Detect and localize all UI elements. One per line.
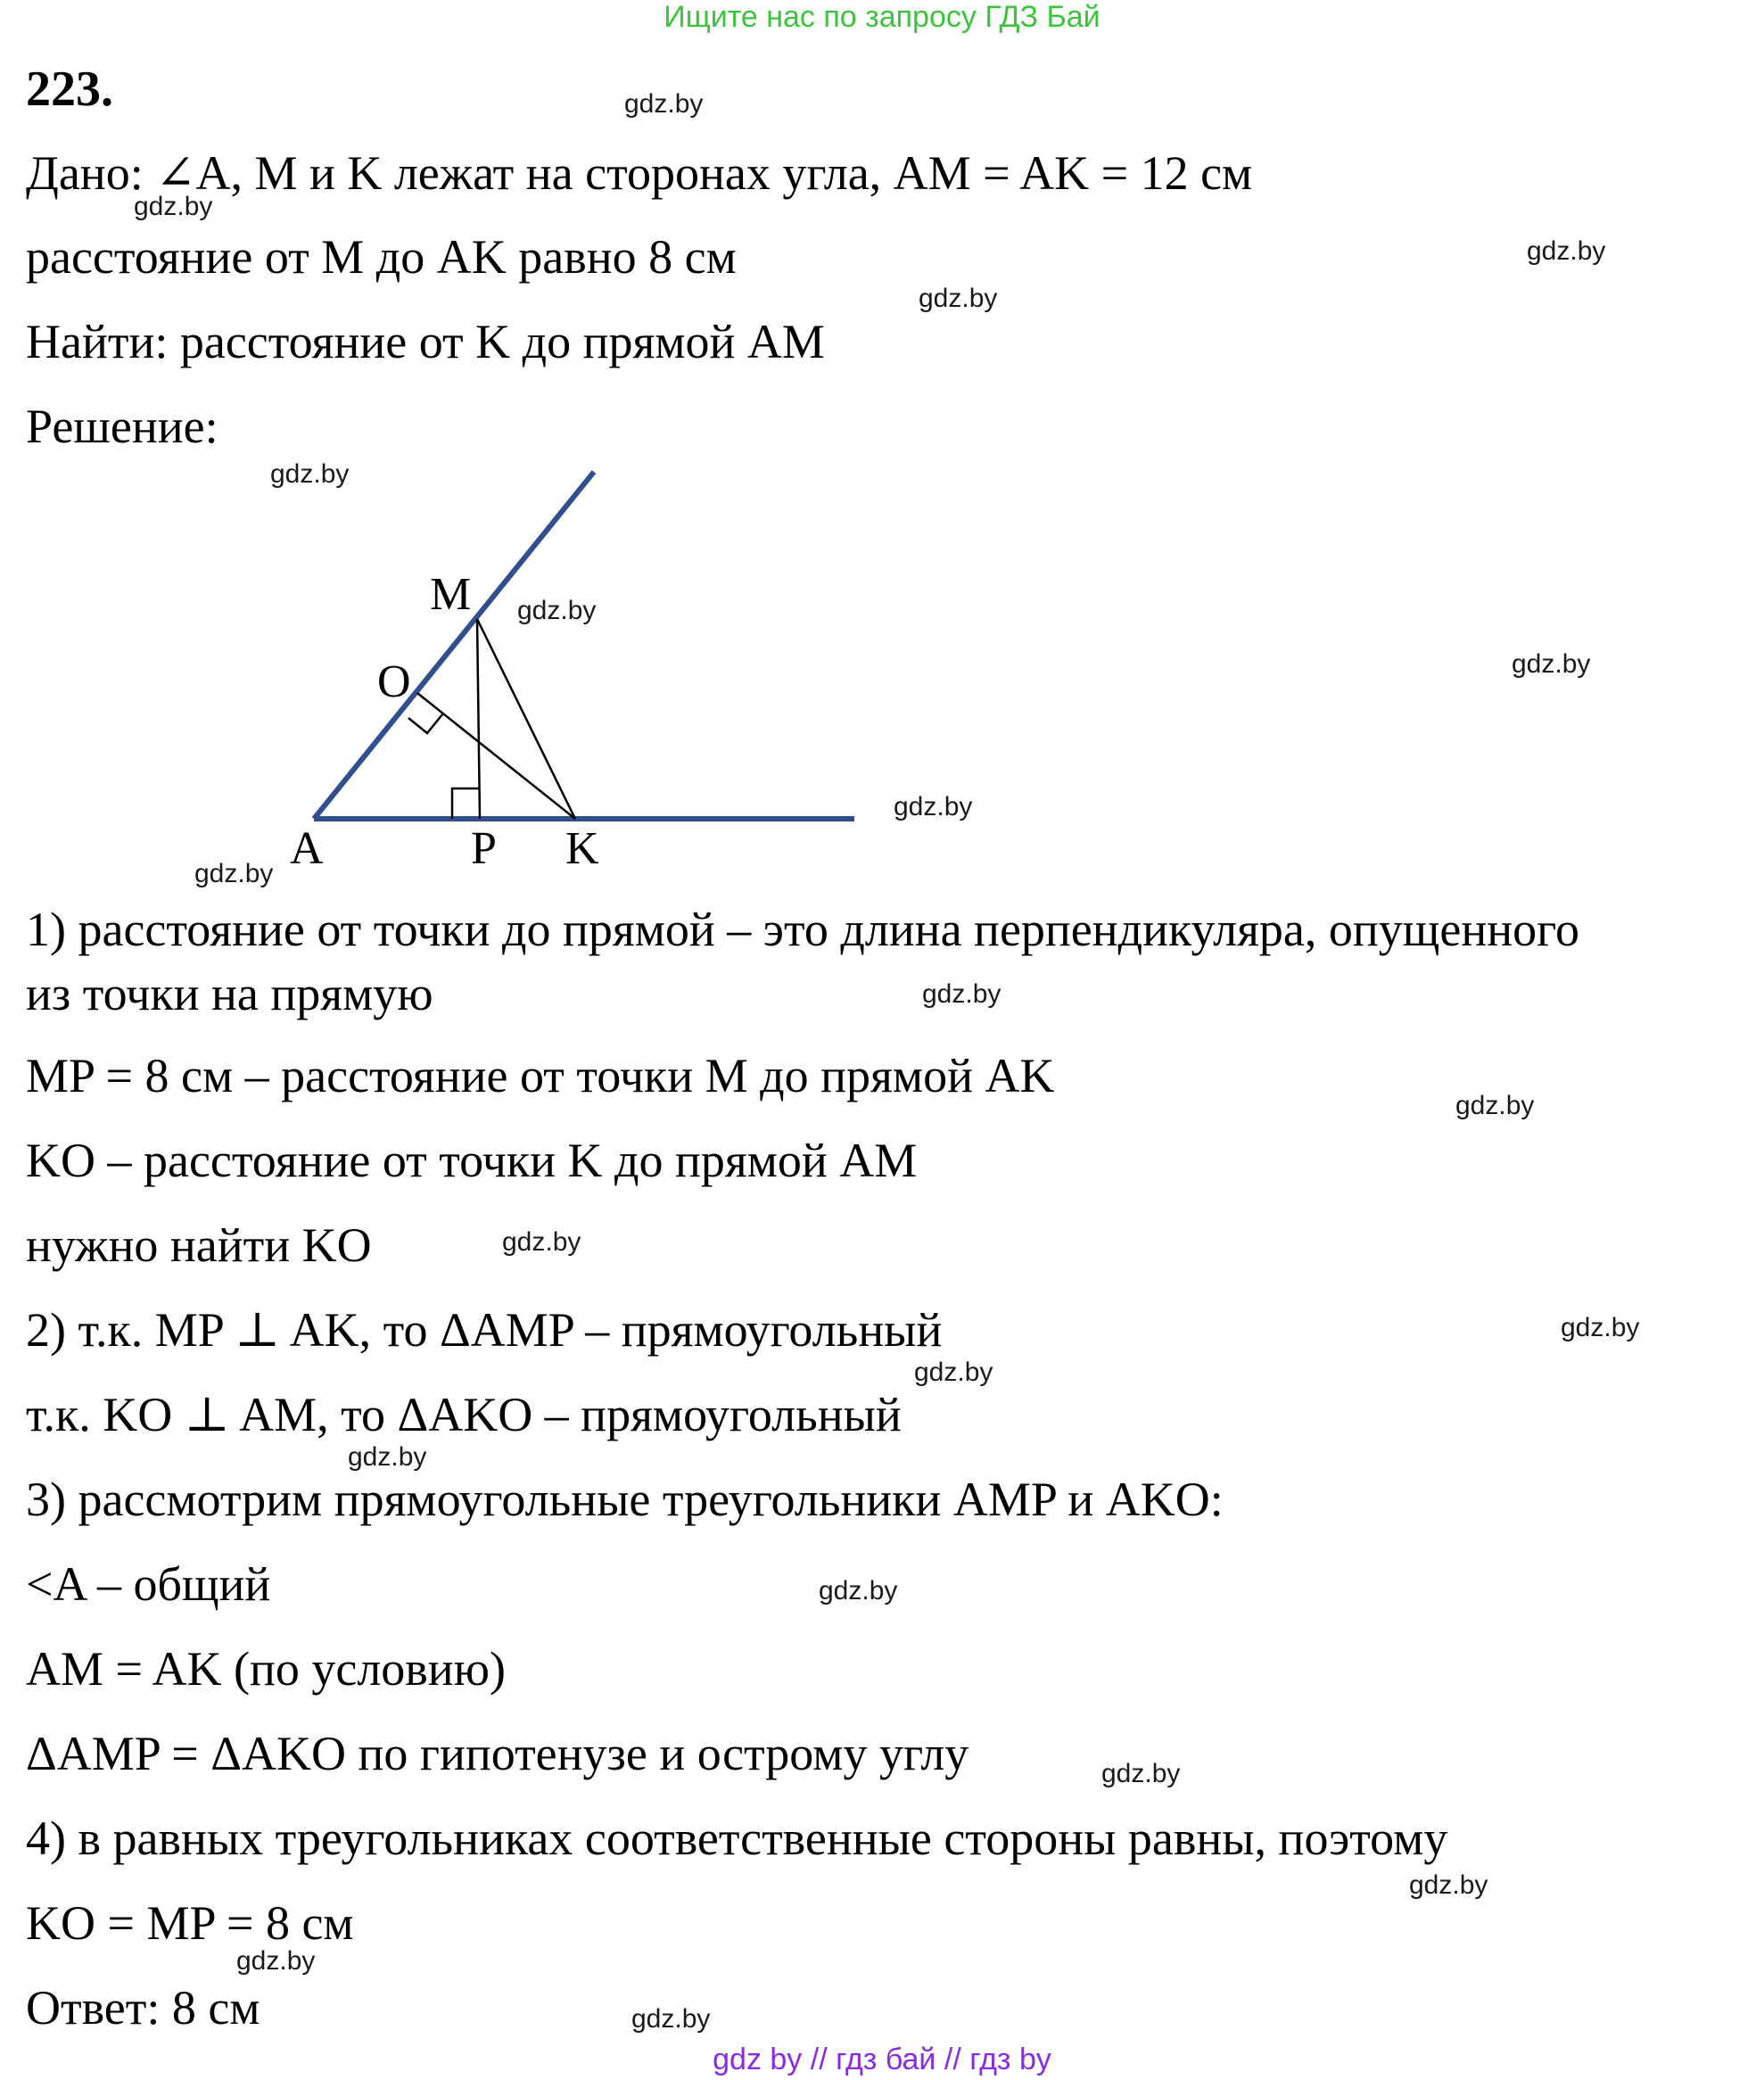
step-line: 3) рассмотрим прямоугольные треугольники AMP и AKO: <box>26 1473 1224 1526</box>
find-line: Найти: расстояние от K до прямой AM <box>26 315 825 368</box>
watermark: gdz.by <box>919 284 998 313</box>
step-line: 2) т.к. MP ⊥ AK, то ΔAMP – прямоугольный <box>26 1303 943 1357</box>
point-label-p: P <box>471 823 497 874</box>
watermark: gdz.by <box>517 596 597 625</box>
top-banner: Ищите нас по запросу ГДЗ Бай <box>664 0 1100 34</box>
watermark: gdz.by <box>348 1442 427 1472</box>
problem-number: 223. <box>26 62 113 117</box>
step-line: из точки на прямую <box>26 967 433 1020</box>
watermark: gdz.by <box>1561 1313 1640 1342</box>
given-line-1: Дано: ∠A, M и K лежат на сторонах угла, AM = AK = 12 см <box>26 146 1253 200</box>
answer-line: Ответ: 8 см <box>26 1981 260 2035</box>
watermark: gdz.by <box>194 859 274 888</box>
step-line: KO – расстояние от точки K до прямой AM <box>26 1134 918 1187</box>
step-line: AM = AK (по условию) <box>26 1642 506 1696</box>
watermark: gdz.by <box>894 792 973 821</box>
step-line: 1) расстояние от точки до прямой – это длина перпендикуляра, опущенного <box>26 903 1579 956</box>
right-angle-mark-p <box>452 788 480 819</box>
right-angle-mark-o <box>408 714 442 733</box>
watermark: gdz.by <box>1527 236 1606 266</box>
segment-mk <box>477 619 575 819</box>
watermark: gdz.by <box>1409 1870 1488 1900</box>
watermark: gdz.by <box>631 2004 711 2034</box>
solution-heading: Решение: <box>26 400 218 453</box>
step-line: KO = MP = 8 см <box>26 1896 354 1950</box>
step-line: 4) в равных треугольниках соответственные стороны равны, поэтому <box>26 1812 1448 1865</box>
watermark: gdz.by <box>1512 649 1591 679</box>
step-line: <A – общий <box>26 1557 271 1611</box>
side-am-ray <box>314 472 597 819</box>
watermark: gdz.by <box>134 192 213 221</box>
given-line-2: расстояние от M до AK равно 8 см <box>26 230 737 284</box>
watermark: gdz.by <box>1101 1759 1181 1788</box>
watermark: gdz.by <box>624 89 704 119</box>
step-line: ΔAMP = ΔAKO по гипотенузе и острому углу <box>26 1727 969 1780</box>
point-label-o: O <box>377 656 411 707</box>
point-label-m: M <box>430 569 472 620</box>
bottom-banner: gdz by // гдз бай // гдз by <box>713 2043 1051 2076</box>
step-line: нужно найти KO <box>26 1218 372 1272</box>
step-line: т.к. KO ⊥ AM, то ΔAKO – прямоугольный <box>26 1388 902 1441</box>
watermark: gdz.by <box>922 979 1002 1009</box>
watermark: gdz.by <box>914 1358 993 1387</box>
point-label-k: K <box>565 823 599 874</box>
watermark: gdz.by <box>1455 1091 1535 1120</box>
watermark: gdz.by <box>270 459 350 489</box>
step-line: MP = 8 см – расстояние от точки M до прямой AK <box>26 1049 1055 1102</box>
watermark: gdz.by <box>236 1946 316 1976</box>
segment-ko <box>417 693 575 819</box>
point-label-a: A <box>290 823 324 874</box>
watermark: gdz.by <box>502 1227 581 1257</box>
watermark: gdz.by <box>819 1576 898 1605</box>
